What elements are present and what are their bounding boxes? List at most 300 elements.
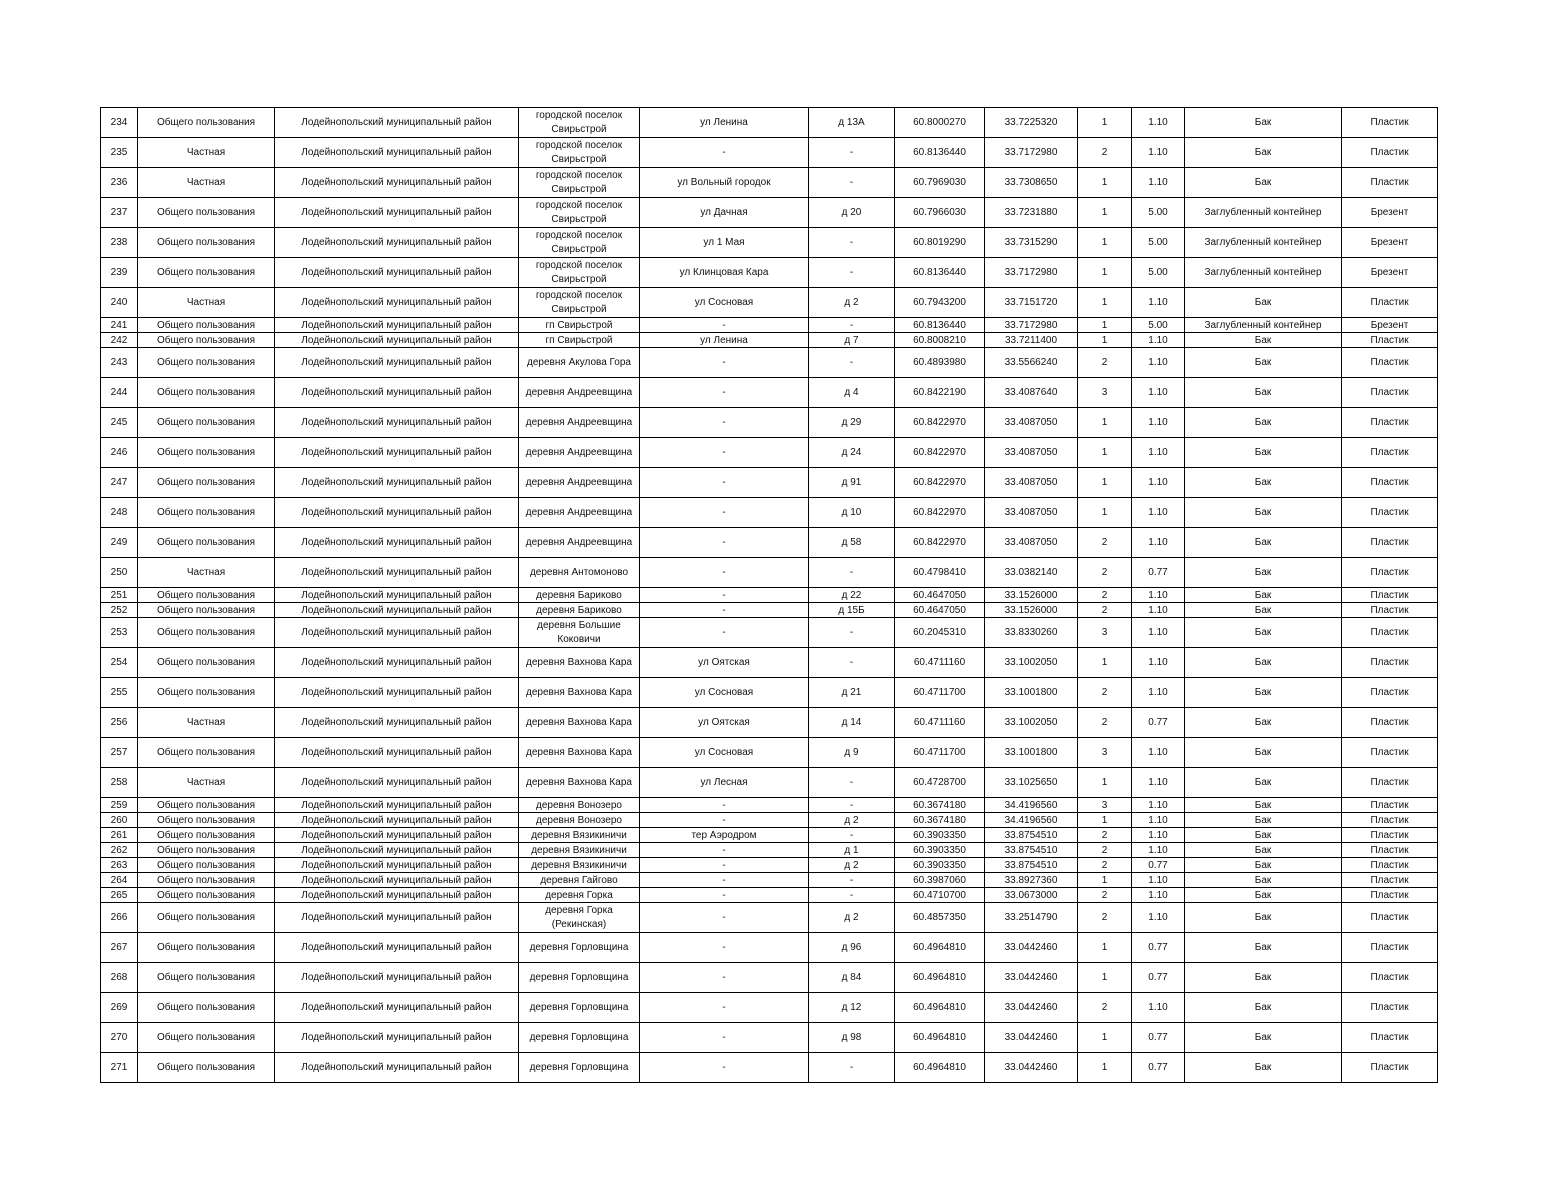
cell-district: Лодейнопольский муниципальный район	[275, 603, 519, 618]
cell-house: -	[809, 348, 895, 378]
cell-ownership: Общего пользования	[138, 333, 275, 348]
cell-district: Лодейнопольский муниципальный район	[275, 993, 519, 1023]
cell-material: Пластик	[1342, 903, 1438, 933]
cell-volume: 0.77	[1132, 1023, 1185, 1053]
cell-longitude: 33.7308650	[985, 168, 1078, 198]
cell-row-number: 271	[101, 1053, 138, 1083]
table-row	[101, 138, 1438, 168]
cell-volume: 1.10	[1132, 138, 1185, 168]
cell-longitude: 33.7151720	[985, 288, 1078, 318]
cell-longitude: 33.1002050	[985, 648, 1078, 678]
cell-longitude: 33.1526000	[985, 588, 1078, 603]
cell-street: -	[640, 888, 809, 903]
cell-container-type: Бак	[1185, 333, 1342, 348]
table-row	[101, 318, 1438, 333]
cell-latitude: 60.3903350	[895, 858, 985, 873]
cell-street: ул Сосновая	[640, 678, 809, 708]
cell-container-type: Бак	[1185, 738, 1342, 768]
cell-container-type: Бак	[1185, 498, 1342, 528]
cell-container-type: Бак	[1185, 873, 1342, 888]
cell-ownership: Общего пользования	[138, 798, 275, 813]
cell-house: -	[809, 768, 895, 798]
cell-container-type: Бак	[1185, 828, 1342, 843]
cell-latitude: 60.4964810	[895, 933, 985, 963]
cell-district: Лодейнопольский муниципальный район	[275, 768, 519, 798]
table-row	[101, 678, 1438, 708]
cell-house: -	[809, 318, 895, 333]
cell-volume: 0.77	[1132, 933, 1185, 963]
table-row	[101, 828, 1438, 843]
cell-row-number: 263	[101, 858, 138, 873]
cell-longitude: 33.8754510	[985, 828, 1078, 843]
cell-container-count: 1	[1078, 318, 1132, 333]
cell-district: Лодейнопольский муниципальный район	[275, 378, 519, 408]
cell-container-type: Бак	[1185, 138, 1342, 168]
cell-district: Лодейнопольский муниципальный район	[275, 318, 519, 333]
cell-container-type: Бак	[1185, 768, 1342, 798]
cell-street: -	[640, 318, 809, 333]
table-row	[101, 738, 1438, 768]
cell-material: Пластик	[1342, 858, 1438, 873]
cell-district: Лодейнопольский муниципальный район	[275, 1023, 519, 1053]
cell-latitude: 60.7966030	[895, 198, 985, 228]
cell-ownership: Общего пользования	[138, 813, 275, 828]
cell-volume: 1.10	[1132, 288, 1185, 318]
cell-longitude: 33.8927360	[985, 873, 1078, 888]
cell-material: Пластик	[1342, 828, 1438, 843]
cell-latitude: 60.8422970	[895, 528, 985, 558]
cell-material: Пластик	[1342, 708, 1438, 738]
table-row	[101, 1053, 1438, 1083]
cell-volume: 1.10	[1132, 378, 1185, 408]
cell-ownership: Общего пользования	[138, 1053, 275, 1083]
cell-ownership: Общего пользования	[138, 108, 275, 138]
cell-row-number: 256	[101, 708, 138, 738]
cell-longitude: 33.0442460	[985, 963, 1078, 993]
cell-settlement: деревня Акулова Гора	[519, 348, 640, 378]
cell-volume: 0.77	[1132, 1053, 1185, 1083]
cell-longitude: 33.7225320	[985, 108, 1078, 138]
cell-settlement: деревня Андреевщина	[519, 408, 640, 438]
cell-volume: 1.10	[1132, 828, 1185, 843]
cell-latitude: 60.8422970	[895, 468, 985, 498]
cell-row-number: 245	[101, 408, 138, 438]
cell-longitude: 33.1526000	[985, 603, 1078, 618]
cell-longitude: 33.1002050	[985, 708, 1078, 738]
cell-street: ул Оятская	[640, 708, 809, 738]
cell-longitude: 33.0442460	[985, 933, 1078, 963]
table-row	[101, 843, 1438, 858]
cell-longitude: 33.7211400	[985, 333, 1078, 348]
cell-house: д 84	[809, 963, 895, 993]
cell-container-type: Бак	[1185, 903, 1342, 933]
cell-row-number: 259	[101, 798, 138, 813]
table-row	[101, 798, 1438, 813]
cell-longitude: 33.4087050	[985, 528, 1078, 558]
cell-latitude: 60.8422970	[895, 408, 985, 438]
cell-container-count: 1	[1078, 768, 1132, 798]
cell-volume: 1.10	[1132, 438, 1185, 468]
cell-volume: 1.10	[1132, 768, 1185, 798]
cell-container-type: Бак	[1185, 648, 1342, 678]
cell-row-number: 234	[101, 108, 138, 138]
cell-district: Лодейнопольский муниципальный район	[275, 468, 519, 498]
cell-container-type: Бак	[1185, 933, 1342, 963]
cell-container-type: Бак	[1185, 708, 1342, 738]
cell-container-type: Бак	[1185, 858, 1342, 873]
cell-latitude: 60.3674180	[895, 813, 985, 828]
cell-district: Лодейнопольский муниципальный район	[275, 903, 519, 933]
cell-material: Пластик	[1342, 168, 1438, 198]
cell-district: Лодейнопольский муниципальный район	[275, 108, 519, 138]
cell-house: д 20	[809, 198, 895, 228]
cell-row-number: 253	[101, 618, 138, 648]
cell-ownership: Общего пользования	[138, 603, 275, 618]
cell-street: ул Сосновая	[640, 288, 809, 318]
cell-street: ул Вольный городок	[640, 168, 809, 198]
cell-longitude: 33.2514790	[985, 903, 1078, 933]
cell-container-type: Бак	[1185, 288, 1342, 318]
cell-volume: 1.10	[1132, 798, 1185, 813]
cell-container-count: 1	[1078, 873, 1132, 888]
table-row	[101, 888, 1438, 903]
cell-house: -	[809, 798, 895, 813]
cell-street: ул Оятская	[640, 648, 809, 678]
table-row	[101, 603, 1438, 618]
cell-container-type: Бак	[1185, 348, 1342, 378]
cell-longitude: 33.7172980	[985, 318, 1078, 333]
cell-street: ул Дачная	[640, 198, 809, 228]
cell-ownership: Общего пользования	[138, 498, 275, 528]
cell-row-number: 238	[101, 228, 138, 258]
cell-settlement: деревня Андреевщина	[519, 468, 640, 498]
cell-settlement: деревня Гайгово	[519, 873, 640, 888]
cell-latitude: 60.8136440	[895, 258, 985, 288]
cell-street: ул Ленина	[640, 108, 809, 138]
table-row	[101, 528, 1438, 558]
cell-house: д 24	[809, 438, 895, 468]
cell-material: Пластик	[1342, 933, 1438, 963]
cell-material: Брезент	[1342, 258, 1438, 288]
cell-settlement: деревня Вахнова Кара	[519, 708, 640, 738]
table-row	[101, 618, 1438, 648]
cell-row-number: 258	[101, 768, 138, 798]
cell-container-type: Бак	[1185, 813, 1342, 828]
cell-street: -	[640, 933, 809, 963]
cell-container-count: 2	[1078, 528, 1132, 558]
cell-longitude: 33.7231880	[985, 198, 1078, 228]
cell-house: д 22	[809, 588, 895, 603]
cell-house: д 1	[809, 843, 895, 858]
cell-container-count: 1	[1078, 468, 1132, 498]
cell-container-count: 1	[1078, 648, 1132, 678]
cell-container-count: 3	[1078, 618, 1132, 648]
cell-longitude: 33.0382140	[985, 558, 1078, 588]
cell-material: Пластик	[1342, 678, 1438, 708]
cell-container-count: 1	[1078, 288, 1132, 318]
cell-material: Пластик	[1342, 528, 1438, 558]
table-row	[101, 498, 1438, 528]
cell-container-type: Заглубленный контейнер	[1185, 318, 1342, 333]
table-row	[101, 438, 1438, 468]
cell-longitude: 33.8330260	[985, 618, 1078, 648]
cell-container-count: 3	[1078, 798, 1132, 813]
cell-volume: 1.10	[1132, 603, 1185, 618]
cell-container-count: 2	[1078, 888, 1132, 903]
cell-ownership: Частная	[138, 138, 275, 168]
cell-ownership: Частная	[138, 768, 275, 798]
cell-volume: 1.10	[1132, 108, 1185, 138]
cell-latitude: 60.4711700	[895, 738, 985, 768]
table-row	[101, 378, 1438, 408]
cell-material: Пластик	[1342, 288, 1438, 318]
cell-ownership: Общего пользования	[138, 1023, 275, 1053]
table-row	[101, 588, 1438, 603]
cell-container-count: 1	[1078, 258, 1132, 288]
cell-latitude: 60.8019290	[895, 228, 985, 258]
cell-container-type: Бак	[1185, 108, 1342, 138]
cell-row-number: 252	[101, 603, 138, 618]
cell-ownership: Общего пользования	[138, 378, 275, 408]
cell-volume: 1.10	[1132, 843, 1185, 858]
cell-latitude: 60.8000270	[895, 108, 985, 138]
cell-latitude: 60.4964810	[895, 963, 985, 993]
cell-settlement: гп Свирьстрой	[519, 318, 640, 333]
cell-ownership: Общего пользования	[138, 618, 275, 648]
cell-volume: 0.77	[1132, 558, 1185, 588]
cell-house: -	[809, 1053, 895, 1083]
cell-settlement: деревня Горка (Рекинская)	[519, 903, 640, 933]
cell-house: д 2	[809, 903, 895, 933]
cell-row-number: 239	[101, 258, 138, 288]
cell-container-count: 1	[1078, 408, 1132, 438]
cell-house: д 58	[809, 528, 895, 558]
cell-volume: 1.10	[1132, 648, 1185, 678]
cell-material: Пластик	[1342, 108, 1438, 138]
cell-container-count: 2	[1078, 858, 1132, 873]
cell-latitude: 60.4711160	[895, 708, 985, 738]
cell-container-count: 1	[1078, 1053, 1132, 1083]
cell-material: Пластик	[1342, 438, 1438, 468]
cell-settlement: городской поселок Свирьстрой	[519, 288, 640, 318]
table-row	[101, 813, 1438, 828]
cell-latitude: 60.4964810	[895, 993, 985, 1023]
cell-volume: 1.10	[1132, 903, 1185, 933]
cell-longitude: 33.4087050	[985, 408, 1078, 438]
cell-container-type: Бак	[1185, 603, 1342, 618]
cell-container-count: 2	[1078, 828, 1132, 843]
cell-container-count: 1	[1078, 933, 1132, 963]
cell-latitude: 60.4964810	[895, 1053, 985, 1083]
cell-longitude: 33.7315290	[985, 228, 1078, 258]
cell-street: -	[640, 813, 809, 828]
cell-ownership: Общего пользования	[138, 888, 275, 903]
cell-latitude: 60.8422970	[895, 438, 985, 468]
cell-container-count: 3	[1078, 738, 1132, 768]
cell-row-number: 244	[101, 378, 138, 408]
cell-settlement: деревня Горка	[519, 888, 640, 903]
table-row	[101, 408, 1438, 438]
cell-container-type: Заглубленный контейнер	[1185, 228, 1342, 258]
cell-container-type: Бак	[1185, 528, 1342, 558]
cell-row-number: 242	[101, 333, 138, 348]
cell-house: -	[809, 873, 895, 888]
cell-house: д 12	[809, 993, 895, 1023]
cell-district: Лодейнопольский муниципальный район	[275, 588, 519, 603]
cell-ownership: Общего пользования	[138, 828, 275, 843]
cell-settlement: деревня Бариково	[519, 588, 640, 603]
cell-container-type: Бак	[1185, 1053, 1342, 1083]
cell-latitude: 60.4964810	[895, 1023, 985, 1053]
cell-volume: 1.10	[1132, 813, 1185, 828]
table-row	[101, 648, 1438, 678]
cell-container-count: 2	[1078, 603, 1132, 618]
cell-house: д 21	[809, 678, 895, 708]
cell-latitude: 60.8136440	[895, 318, 985, 333]
cell-material: Пластик	[1342, 873, 1438, 888]
cell-volume: 1.10	[1132, 888, 1185, 903]
cell-house: -	[809, 618, 895, 648]
cell-settlement: городской поселок Свирьстрой	[519, 168, 640, 198]
cell-container-count: 2	[1078, 558, 1132, 588]
cell-ownership: Общего пользования	[138, 648, 275, 678]
cell-settlement: деревня Горловщина	[519, 1023, 640, 1053]
cell-container-type: Бак	[1185, 588, 1342, 603]
cell-settlement: городской поселок Свирьстрой	[519, 108, 640, 138]
cell-row-number: 260	[101, 813, 138, 828]
cell-material: Брезент	[1342, 318, 1438, 333]
cell-container-type: Бак	[1185, 168, 1342, 198]
cell-container-type: Заглубленный контейнер	[1185, 198, 1342, 228]
cell-material: Пластик	[1342, 1023, 1438, 1053]
cell-volume: 1.10	[1132, 588, 1185, 603]
cell-longitude: 33.0442460	[985, 1053, 1078, 1083]
cell-street: -	[640, 588, 809, 603]
cell-row-number: 246	[101, 438, 138, 468]
cell-longitude: 33.4087050	[985, 438, 1078, 468]
cell-container-type: Бак	[1185, 993, 1342, 1023]
cell-district: Лодейнопольский муниципальный район	[275, 873, 519, 888]
cell-container-count: 1	[1078, 198, 1132, 228]
cell-row-number: 241	[101, 318, 138, 333]
cell-street: -	[640, 963, 809, 993]
cell-longitude: 34.4196560	[985, 798, 1078, 813]
cell-container-count: 1	[1078, 228, 1132, 258]
cell-street: -	[640, 528, 809, 558]
cell-settlement: деревня Большие Коковичи	[519, 618, 640, 648]
cell-row-number: 249	[101, 528, 138, 558]
cell-latitude: 60.4647050	[895, 588, 985, 603]
cell-street: ул Ленина	[640, 333, 809, 348]
cell-settlement: деревня Вахнова Кара	[519, 768, 640, 798]
cell-ownership: Общего пользования	[138, 873, 275, 888]
cell-material: Пластик	[1342, 768, 1438, 798]
table-row	[101, 348, 1438, 378]
cell-street: ул Клинцовая Кара	[640, 258, 809, 288]
cell-latitude: 60.4711700	[895, 678, 985, 708]
cell-settlement: деревня Горловщина	[519, 1053, 640, 1083]
cell-row-number: 240	[101, 288, 138, 318]
cell-district: Лодейнопольский муниципальный район	[275, 528, 519, 558]
cell-settlement: городской поселок Свирьстрой	[519, 138, 640, 168]
cell-street: -	[640, 408, 809, 438]
cell-district: Лодейнопольский муниципальный район	[275, 708, 519, 738]
cell-district: Лодейнопольский муниципальный район	[275, 198, 519, 228]
cell-container-type: Бак	[1185, 438, 1342, 468]
table-row	[101, 198, 1438, 228]
cell-street: -	[640, 378, 809, 408]
cell-container-type: Бак	[1185, 408, 1342, 438]
cell-longitude: 33.5566240	[985, 348, 1078, 378]
cell-material: Пластик	[1342, 138, 1438, 168]
cell-material: Пластик	[1342, 468, 1438, 498]
cell-ownership: Общего пользования	[138, 228, 275, 258]
cell-latitude: 60.4893980	[895, 348, 985, 378]
table-row	[101, 108, 1438, 138]
cell-longitude: 33.0673000	[985, 888, 1078, 903]
cell-row-number: 257	[101, 738, 138, 768]
cell-container-count: 1	[1078, 963, 1132, 993]
cell-material: Пластик	[1342, 963, 1438, 993]
cell-ownership: Общего пользования	[138, 198, 275, 228]
cell-district: Лодейнопольский муниципальный район	[275, 933, 519, 963]
cell-street: -	[640, 468, 809, 498]
cell-settlement: деревня Андреевщина	[519, 498, 640, 528]
cell-longitude: 33.7172980	[985, 258, 1078, 288]
cell-street: -	[640, 348, 809, 378]
cell-container-type: Бак	[1185, 843, 1342, 858]
cell-latitude: 60.3674180	[895, 798, 985, 813]
cell-ownership: Общего пользования	[138, 993, 275, 1023]
cell-street: -	[640, 798, 809, 813]
cell-street: -	[640, 438, 809, 468]
cell-latitude: 60.7943200	[895, 288, 985, 318]
cell-material: Пластик	[1342, 333, 1438, 348]
cell-latitude: 60.4728700	[895, 768, 985, 798]
cell-settlement: городской поселок Свирьстрой	[519, 228, 640, 258]
cell-street: -	[640, 858, 809, 873]
cell-row-number: 236	[101, 168, 138, 198]
cell-district: Лодейнопольский муниципальный район	[275, 828, 519, 843]
cell-longitude: 33.4087050	[985, 498, 1078, 528]
cell-latitude: 60.8422190	[895, 378, 985, 408]
cell-district: Лодейнопольский муниципальный район	[275, 408, 519, 438]
cell-district: Лодейнопольский муниципальный район	[275, 498, 519, 528]
cell-latitude: 60.8008210	[895, 333, 985, 348]
cell-material: Пластик	[1342, 603, 1438, 618]
cell-container-type: Бак	[1185, 468, 1342, 498]
cell-container-type: Бак	[1185, 963, 1342, 993]
cell-street: -	[640, 993, 809, 1023]
cell-latitude: 60.4647050	[895, 603, 985, 618]
cell-house: д 2	[809, 858, 895, 873]
cell-row-number: 270	[101, 1023, 138, 1053]
cell-house: д 7	[809, 333, 895, 348]
cell-volume: 1.10	[1132, 498, 1185, 528]
cell-house: -	[809, 828, 895, 843]
cell-house: -	[809, 168, 895, 198]
cell-district: Лодейнопольский муниципальный район	[275, 288, 519, 318]
cell-ownership: Частная	[138, 288, 275, 318]
cell-district: Лодейнопольский муниципальный район	[275, 333, 519, 348]
cell-container-count: 2	[1078, 678, 1132, 708]
cell-ownership: Общего пользования	[138, 933, 275, 963]
cell-row-number: 265	[101, 888, 138, 903]
cell-latitude: 60.2045310	[895, 618, 985, 648]
cell-district: Лодейнопольский муниципальный район	[275, 438, 519, 468]
cell-latitude: 60.8136440	[895, 138, 985, 168]
cell-volume: 1.10	[1132, 468, 1185, 498]
